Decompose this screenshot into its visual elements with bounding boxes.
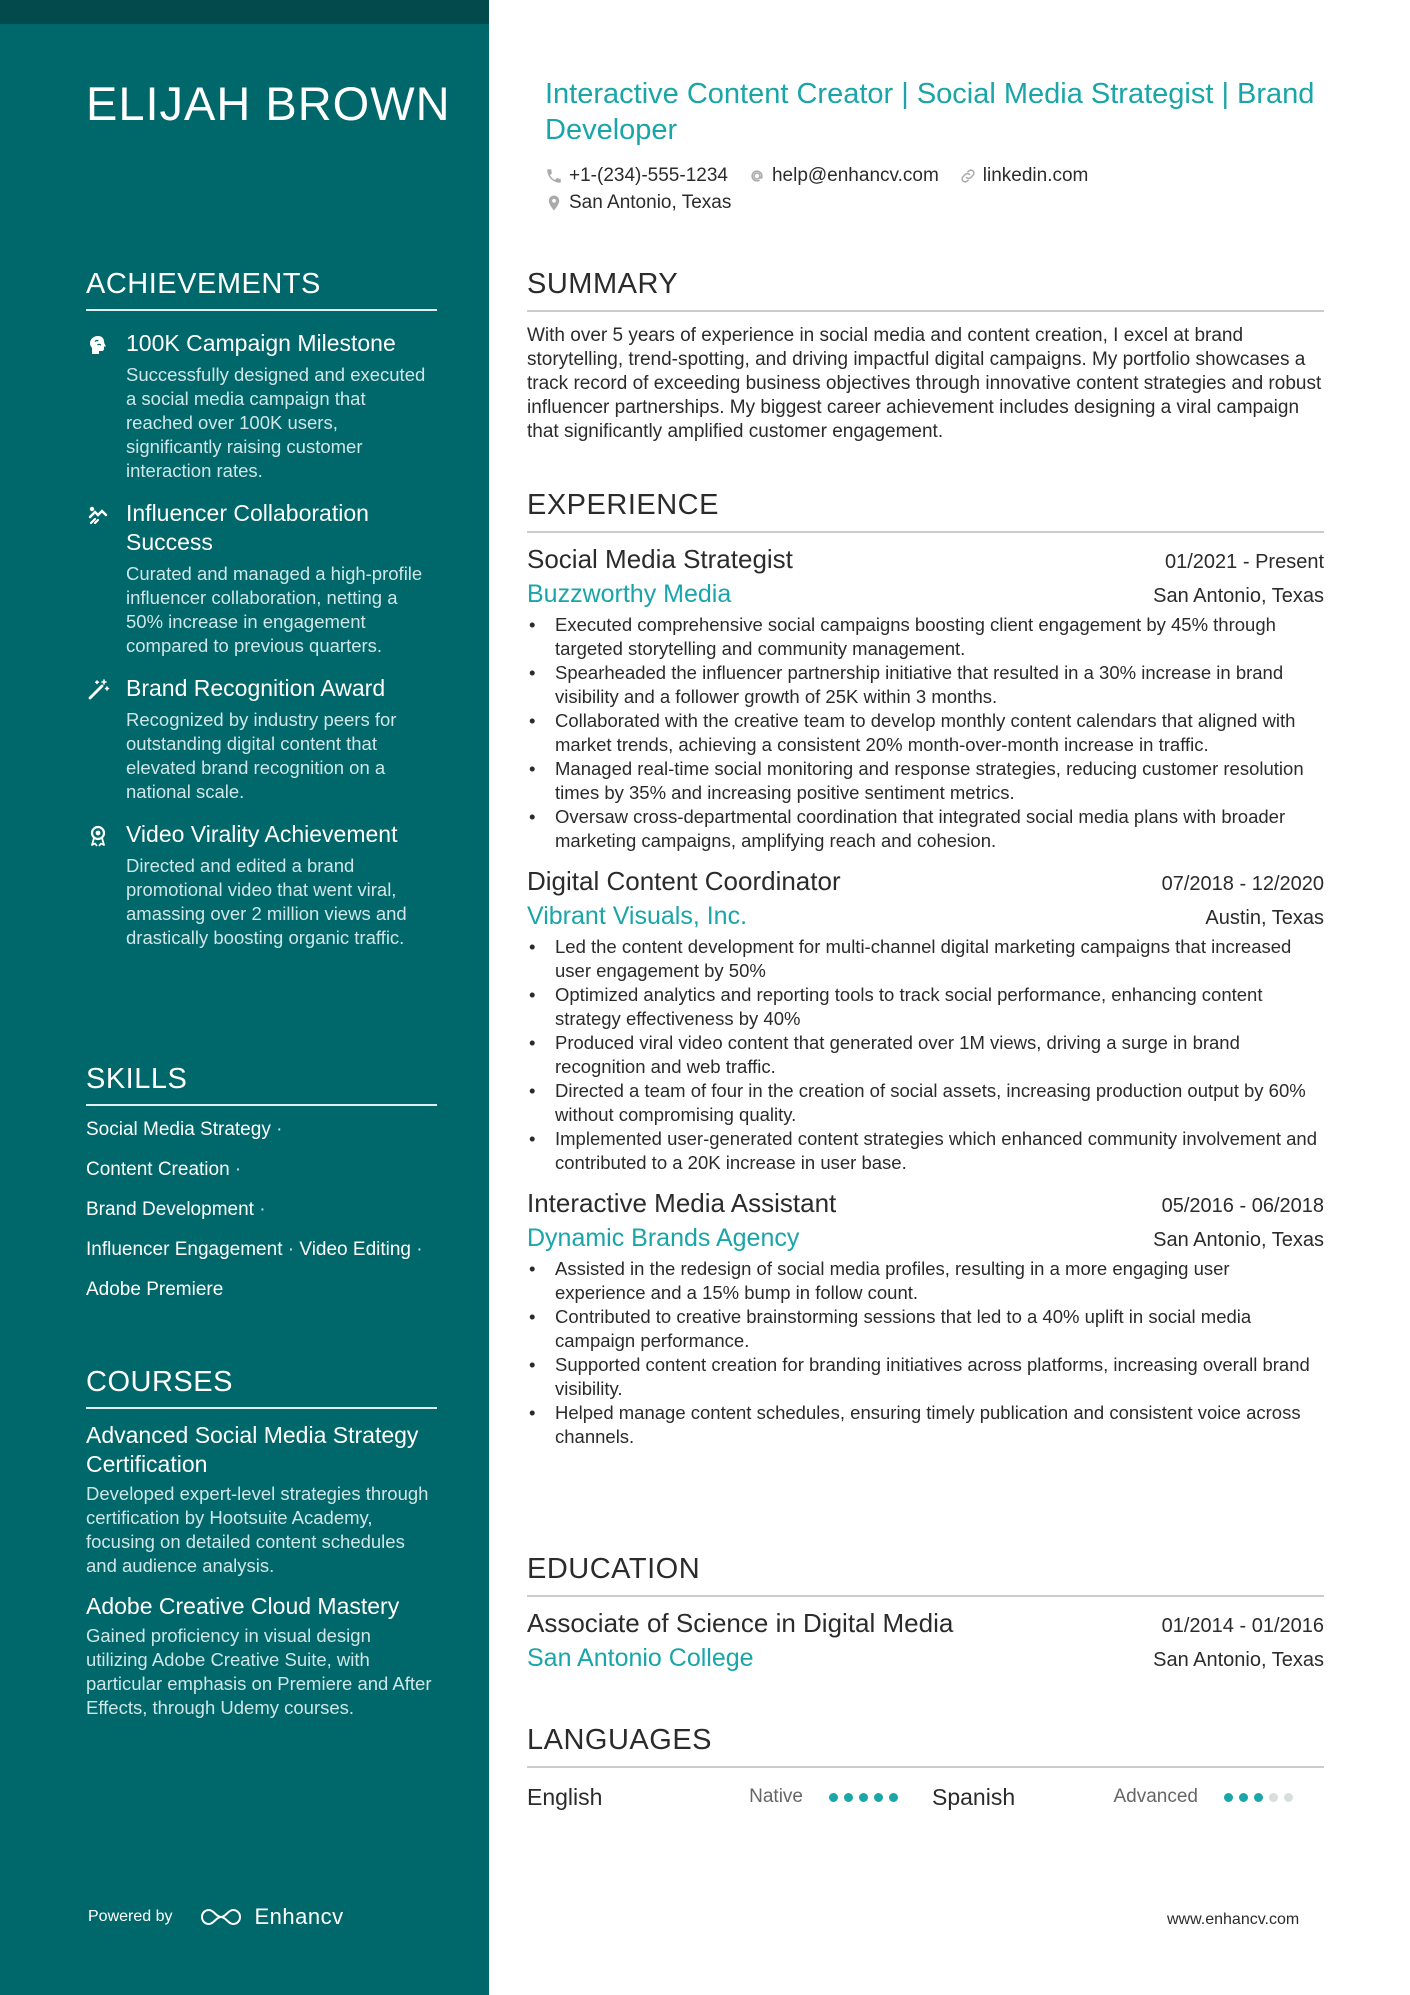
job-location: Austin, Texas (1205, 907, 1324, 929)
experience-section (527, 489, 1324, 1449)
languages-row (527, 1782, 1324, 1812)
phone-text: +1-(234)-555-1234 (569, 164, 728, 186)
job-bullet: • Contributed to creative brainstorming sessions that led to a 40% uplift in social media campaign performance. (527, 1305, 1324, 1353)
enhancv-brand-text: Enhancv (254, 1904, 344, 1929)
skill-tag: Video Editing (299, 1239, 411, 1260)
skill-tag: Social Media Strategy (86, 1119, 271, 1140)
footer-url[interactable]: www.enhancv.com (1167, 1911, 1300, 1928)
course-desc: Developed expert-level strategies through certification by Hootsuite Academy, focusing on detailed content schedules and audience analysis. (86, 1483, 429, 1576)
education-heading: EDUCATION (527, 1553, 1324, 1597)
job-title: Interactive Media Assistant (527, 1188, 837, 1218)
main-content (527, 0, 1324, 1995)
job-date: 01/2021 - Present (1165, 551, 1324, 573)
job-entry (527, 1185, 1324, 1449)
job-bullet: • Led the content development for multi-channel digital marketing campaigns that increased user engagement by 50% (527, 935, 1324, 983)
skill-tag: Adobe Premiere (86, 1279, 224, 1300)
award-icon (86, 824, 110, 848)
skill-tag: Brand Development (86, 1199, 254, 1220)
courses-section (86, 1366, 437, 1720)
skill-tag: Influencer Engagement (86, 1239, 283, 1260)
linkedin-text: linkedin.com (982, 164, 1089, 186)
degree-title: Associate of Science in Digital Media (527, 1608, 954, 1638)
headline: Interactive Content Creator | Social Media Strategist | Brand Developer (545, 78, 1315, 146)
email-text: help@enhancv.com (771, 164, 939, 186)
handshake-icon (86, 503, 110, 527)
achievement-item (86, 499, 437, 658)
rating-dot-filled (829, 1793, 838, 1802)
contact-email[interactable] (748, 165, 939, 187)
rating-dot-empty (1269, 1793, 1278, 1802)
experience-heading: EXPERIENCE (527, 489, 1324, 533)
achievement-desc: Curated and managed a high-profile influencer collaboration, netting a 50% increase in engagement compared to previous quarters. (126, 563, 423, 656)
skill-tag: Content Creation (86, 1159, 230, 1180)
achievement-item (86, 329, 437, 483)
rating-dot-filled (874, 1793, 883, 1802)
job-bullet: • Spearheaded the influencer partnership initiative that resulted in a 30% increase in brand visibility and a follower growth of 25K within 3 months. (527, 661, 1324, 709)
course-desc: Gained proficiency in visual design utilizing Adobe Creative Suite, with particular emphasis on Premiere and After Effects, through Udemy courses. (86, 1625, 432, 1718)
achievement-desc: Recognized by industry peers for outstanding digital content that elevated brand recognition on a national scale. (126, 709, 397, 802)
job-bullet: • Implemented user-generated content strategies which enhanced community involvement and contributed to a 20K increase in user base. (527, 1127, 1324, 1175)
summary-heading: SUMMARY (527, 268, 1324, 312)
contact-phone[interactable] (545, 165, 728, 187)
sidebar-top-bar (0, 0, 489, 24)
rating-dot-filled (889, 1793, 898, 1802)
location-pin-icon (545, 194, 563, 212)
rating-dot-filled (859, 1793, 868, 1802)
job-bullets (527, 935, 1324, 1175)
magic-wand-icon (86, 678, 110, 702)
job-entry (527, 863, 1324, 1175)
course-item (86, 1592, 437, 1720)
job-date: 07/2018 - 12/2020 (1161, 873, 1324, 895)
education-date: 01/2014 - 01/2016 (1161, 1615, 1324, 1637)
achievement-title: Video Virality Achievement (126, 821, 398, 847)
skill-row: Social Media Strategy · (86, 1119, 283, 1140)
rating-dot-filled (1224, 1793, 1233, 1802)
job-bullet: • Helped manage content schedules, ensuring timely publication and consistent voice across channels. (527, 1401, 1324, 1449)
contact-location (545, 192, 731, 214)
achievement-item (86, 674, 437, 804)
education-entry (527, 1605, 1324, 1675)
job-bullet: • Collaborated with the creative team to develop monthly content calendars that aligned with market trends, achieving a consistent 20% month-over-month increase in traffic. (527, 709, 1324, 757)
brain-icon (86, 333, 110, 357)
skills-section (86, 1063, 437, 1302)
course-item (86, 1421, 437, 1578)
achievements-section (86, 268, 437, 950)
achievement-desc: Successfully designed and executed a social media campaign that reached over 100K users, significantly raising customer interaction rates. (126, 364, 426, 481)
language-rating (1224, 1793, 1299, 1802)
achievements-heading: ACHIEVEMENTS (86, 268, 437, 311)
job-bullet: • Executed comprehensive social campaigns boosting client engagement by 45% through targeted storytelling and community management. (527, 613, 1324, 661)
education-section (527, 1553, 1324, 1675)
school-name: San Antonio College (527, 1644, 754, 1672)
job-bullet: • Oversaw cross-departmental coordination that integrated social media plans with broader marketing campaigns, amplifying reach and cohesion. (527, 805, 1324, 853)
link-icon (959, 167, 977, 185)
language-name: Spanish (932, 1783, 1016, 1810)
languages-section (527, 1724, 1324, 1812)
skills-heading: SKILLS (86, 1063, 437, 1106)
summary-text: With over 5 years of experience in social media and content creation, I excel at brand storytelling, trend-spotting, and driving impactful digital campaigns. My portfolio showcases a track record of exceeding business objectives through innovative content strategies and robust influencer partnerships. My biggest career achievement includes designing a viral campaign that significantly amplified customer engagement. (527, 325, 1322, 442)
achievement-title: Influencer Collaboration Success (126, 500, 369, 555)
job-bullet: • Produced viral video content that generated over 1M views, driving a surge in brand recognition and web traffic. (527, 1031, 1324, 1079)
skill-row (86, 1278, 437, 1302)
job-title: Digital Content Coordinator (527, 866, 841, 896)
contact-linkedin[interactable] (959, 165, 1089, 187)
skill-row: Influencer Engagement · Video Editing · (86, 1239, 423, 1260)
courses-heading: COURSES (86, 1366, 437, 1409)
language-level: Advanced (1113, 1786, 1198, 1807)
phone-icon (545, 167, 563, 185)
job-bullets (527, 1257, 1324, 1449)
course-title: Advanced Social Media Strategy Certification (86, 1422, 419, 1477)
job-date: 05/2016 - 06/2018 (1161, 1195, 1324, 1217)
achievement-desc: Directed and edited a brand promotional video that went viral, amassing over 2 million views and drastically boosting organic traffic. (126, 855, 407, 948)
at-icon (748, 167, 766, 185)
language-rating (829, 1793, 904, 1802)
candidate-name: ELIJAH BROWN (86, 77, 451, 130)
location-text: San Antonio, Texas (569, 191, 732, 213)
company-name: Dynamic Brands Agency (527, 1224, 800, 1252)
job-entry (527, 541, 1324, 853)
job-bullet: • Managed real-time social monitoring and response strategies, reducing customer resolution times by 35% and increasing positive sentiment metrics. (527, 757, 1324, 805)
job-location: San Antonio, Texas (1153, 1229, 1324, 1251)
skill-row: Content Creation · (86, 1159, 242, 1180)
language-name: English (527, 1783, 603, 1810)
contact-info (545, 162, 1325, 216)
enhancv-logo-icon (199, 1905, 245, 1929)
summary-section (527, 268, 1324, 444)
job-bullet: • Supported content creation for branding initiatives across platforms, increasing overall brand visibility. (527, 1353, 1324, 1401)
rating-dot-filled (1239, 1793, 1248, 1802)
education-location: San Antonio, Texas (1153, 1649, 1324, 1671)
rating-dot-empty (1284, 1793, 1293, 1802)
course-title: Adobe Creative Cloud Mastery (86, 1593, 400, 1619)
job-bullets (527, 613, 1324, 853)
achievement-title: 100K Campaign Milestone (126, 330, 396, 356)
job-location: San Antonio, Texas (1153, 585, 1324, 607)
company-name: Buzzworthy Media (527, 580, 732, 608)
sidebar (0, 0, 489, 1995)
language-level: Native (749, 1786, 803, 1807)
powered-by (88, 1904, 344, 1930)
achievement-item (86, 820, 437, 950)
job-bullet: • Directed a team of four in the creation of social assets, increasing production output by 60% without compromising quality. (527, 1079, 1324, 1127)
job-title: Social Media Strategist (527, 544, 793, 574)
enhancv-logo[interactable] (199, 1904, 344, 1930)
rating-dot-filled (844, 1793, 853, 1802)
company-name: Vibrant Visuals, Inc. (527, 902, 748, 930)
rating-dot-filled (1254, 1793, 1263, 1802)
powered-by-label: Powered by (88, 1908, 173, 1925)
languages-heading: LANGUAGES (527, 1724, 1324, 1768)
skill-row: Brand Development · (86, 1199, 266, 1220)
job-bullet: • Optimized analytics and reporting tools to track social performance, enhancing content strategy effectiveness by 40% (527, 983, 1324, 1031)
achievement-title: Brand Recognition Award (126, 675, 386, 701)
job-bullet: • Assisted in the redesign of social media profiles, resulting in a more engaging user experience and a 15% bump in follow count. (527, 1257, 1324, 1305)
